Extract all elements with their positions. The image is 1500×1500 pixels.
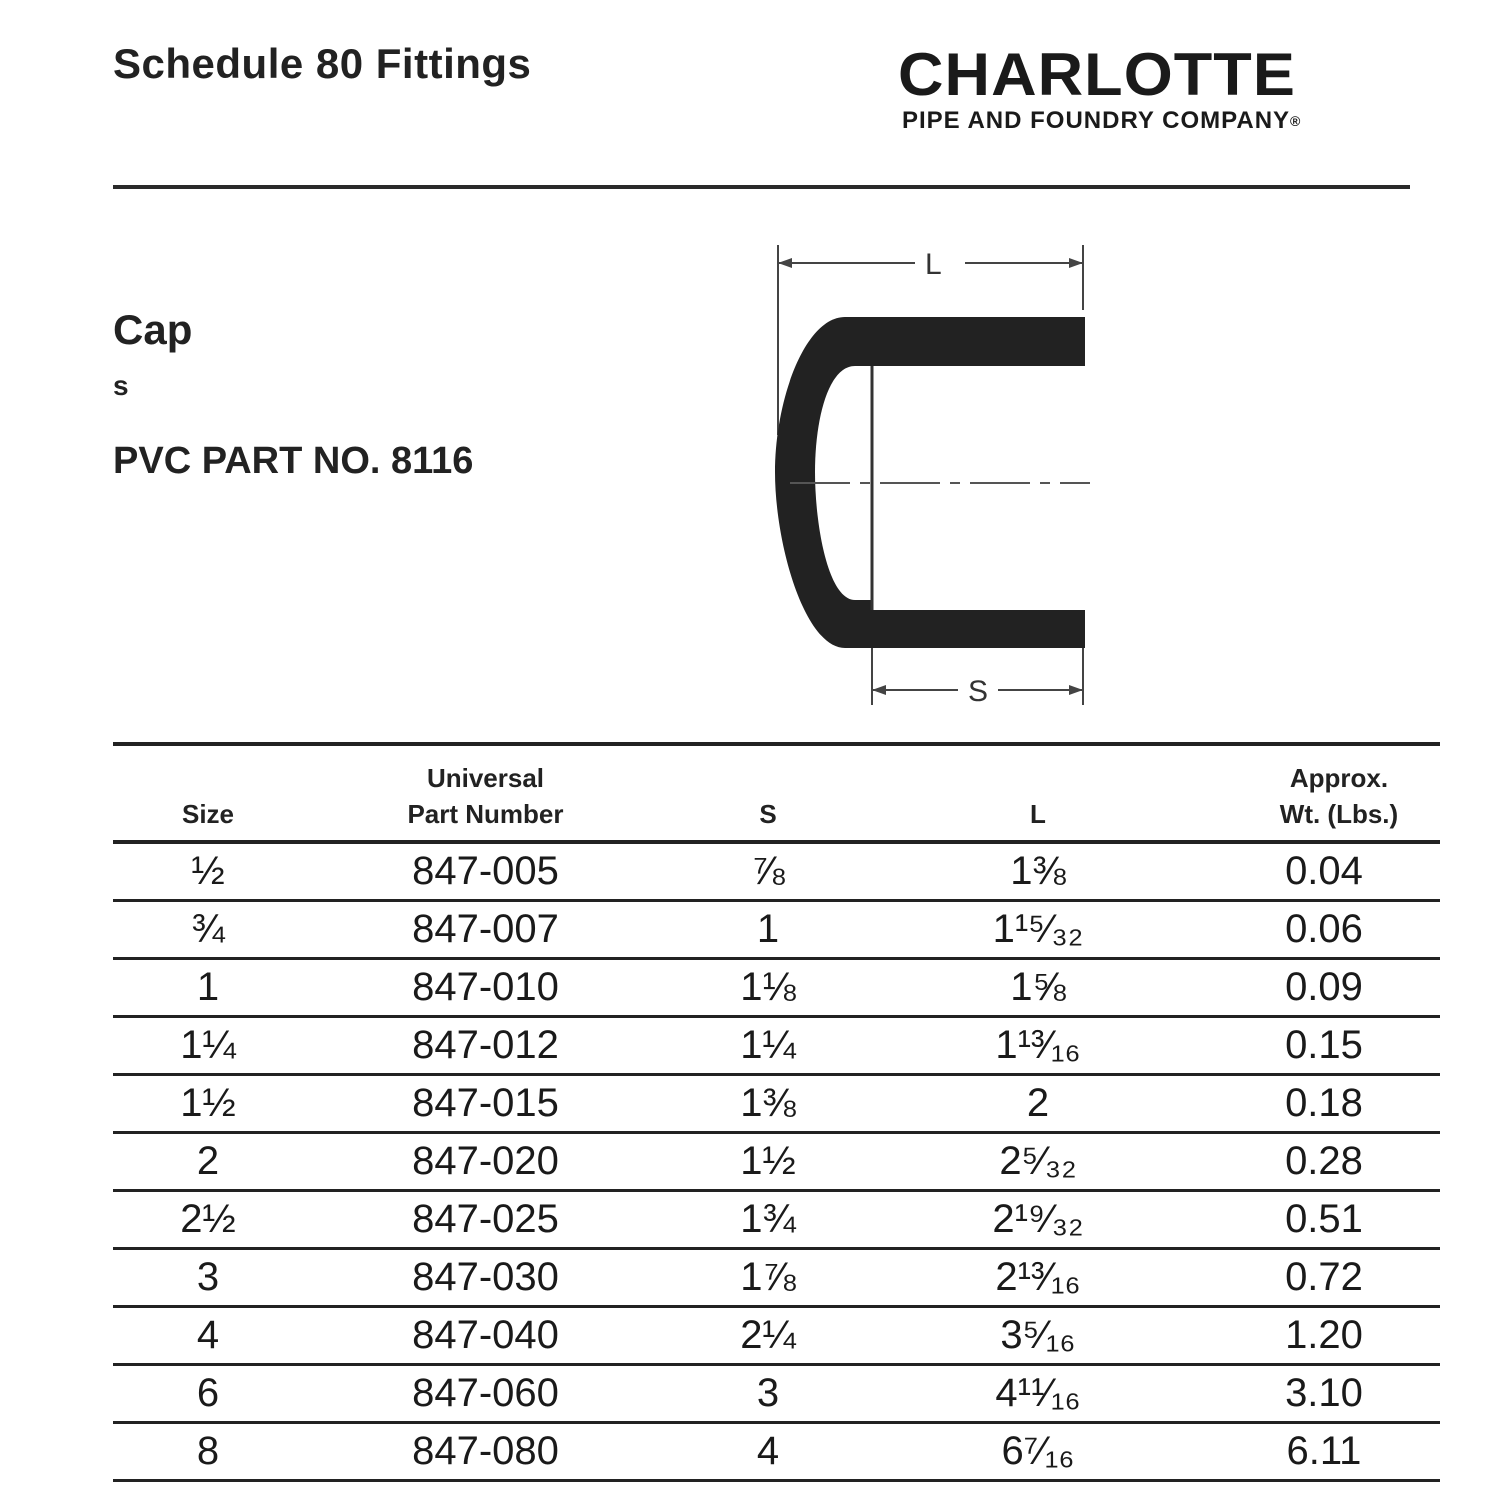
- header-part-number: [303, 744, 668, 842]
- cell-weight: 0.09: [1208, 959, 1440, 1017]
- cell-l: 1⅜: [868, 842, 1208, 901]
- table-row: [113, 1423, 1440, 1481]
- cell-weight: 0.72: [1208, 1249, 1440, 1307]
- cell-l: 1¹⁵⁄₃₂: [868, 901, 1208, 959]
- cell-s: 4: [668, 1423, 868, 1481]
- dimensions-table: [113, 742, 1440, 1482]
- header-part-line1: Universal: [426, 763, 545, 793]
- header-size: Size: [181, 799, 235, 829]
- header-s: S: [759, 799, 777, 829]
- cell-s: 1⅜: [668, 1075, 868, 1133]
- cell-s: 1: [668, 901, 868, 959]
- cell-weight: 0.51: [1208, 1191, 1440, 1249]
- cell-s: 1⅞: [668, 1249, 868, 1307]
- cell-size: ¾: [113, 901, 303, 959]
- cell-part-number: 847-015: [303, 1075, 668, 1133]
- cell-l: 2: [868, 1075, 1208, 1133]
- cell-part-number: 847-060: [303, 1365, 668, 1423]
- cell-l: 4¹¹⁄₁₆: [868, 1365, 1208, 1423]
- registered-mark: ®: [1290, 113, 1302, 129]
- s-dimension-label: S: [968, 675, 989, 708]
- cell-weight: 3.10: [1208, 1365, 1440, 1423]
- table-row: [113, 1365, 1440, 1423]
- cell-weight: 1.20: [1208, 1307, 1440, 1365]
- cap-diagram: [760, 235, 1110, 715]
- cell-part-number: 847-005: [303, 842, 668, 901]
- s-arrow-left: [872, 685, 886, 695]
- cell-part-number: 847-007: [303, 901, 668, 959]
- cell-size: 8: [113, 1423, 303, 1481]
- header-weight-line1: Approx.: [1289, 763, 1389, 793]
- cell-part-number: 847-040: [303, 1307, 668, 1365]
- cell-weight: 0.18: [1208, 1075, 1440, 1133]
- header-weight-line2: Wt. (Lbs.): [1279, 799, 1399, 829]
- table-body: [113, 842, 1440, 1481]
- l-arrow-left: [778, 258, 792, 268]
- s-arrow-right: [1069, 685, 1083, 695]
- cell-l: 2¹³⁄₁₆: [868, 1249, 1208, 1307]
- table-row: [113, 1307, 1440, 1365]
- cell-weight: 6.11: [1208, 1423, 1440, 1481]
- cell-l: 6⁷⁄₁₆: [868, 1423, 1208, 1481]
- cell-s: 1¼: [668, 1017, 868, 1075]
- cell-l: 1⅝: [868, 959, 1208, 1017]
- cell-size: 1¼: [113, 1017, 303, 1075]
- cell-size: ½: [113, 842, 303, 901]
- cell-weight: 0.04: [1208, 842, 1440, 901]
- table-row: [113, 1249, 1440, 1307]
- l-arrow-right: [1069, 258, 1083, 268]
- table-row: [113, 842, 1440, 901]
- cell-s: 1½: [668, 1133, 868, 1191]
- logo-subtitle-text: PIPE AND FOUNDRY COMPANY: [902, 107, 1291, 134]
- cell-s: 1¾: [668, 1191, 868, 1249]
- cell-part-number: 847-025: [303, 1191, 668, 1249]
- cell-l: 2⁵⁄₃₂: [868, 1133, 1208, 1191]
- cell-weight: 0.06: [1208, 901, 1440, 959]
- cell-l: 1¹³⁄₁₆: [868, 1017, 1208, 1075]
- logo-name: CHARLOTTE: [898, 41, 1296, 108]
- cell-size: 1: [113, 959, 303, 1017]
- header-weight: [1208, 744, 1440, 842]
- cell-weight: 0.15: [1208, 1017, 1440, 1075]
- cell-size: 1½: [113, 1075, 303, 1133]
- cell-part-number: 847-030: [303, 1249, 668, 1307]
- product-part-number: PVC PART NO. 8116: [113, 440, 474, 482]
- header-divider: [113, 185, 1410, 189]
- cell-part-number: 847-020: [303, 1133, 668, 1191]
- table-row: [113, 959, 1440, 1017]
- cell-part-number: 847-080: [303, 1423, 668, 1481]
- table-row: [113, 1133, 1440, 1191]
- dimensions-table-container: [113, 742, 1410, 1482]
- cell-size: 3: [113, 1249, 303, 1307]
- table-row: [113, 1017, 1440, 1075]
- logo-subtitle: [902, 106, 1410, 136]
- cell-s: ⅞: [668, 842, 868, 901]
- l-dimension-label: L: [925, 248, 942, 281]
- cell-l: 3⁵⁄₁₆: [868, 1307, 1208, 1365]
- cell-size: 2: [113, 1133, 303, 1191]
- cell-part-number: 847-010: [303, 959, 668, 1017]
- cell-l: 2¹⁹⁄₃₂: [868, 1191, 1208, 1249]
- cell-size: 4: [113, 1307, 303, 1365]
- product-name: Cap: [113, 306, 193, 353]
- table-row: [113, 1075, 1440, 1133]
- cell-size: 6: [113, 1365, 303, 1423]
- table-row: [113, 1191, 1440, 1249]
- charlotte-logo: [898, 41, 1410, 136]
- cell-size: 2½: [113, 1191, 303, 1249]
- cell-weight: 0.28: [1208, 1133, 1440, 1191]
- table-row: [113, 901, 1440, 959]
- header-l: L: [1030, 799, 1046, 829]
- header-part-line2: Part Number: [407, 799, 564, 829]
- table-header-row: [113, 744, 1440, 842]
- cell-s: 3: [668, 1365, 868, 1423]
- cell-part-number: 847-012: [303, 1017, 668, 1075]
- product-dimension-label: s: [113, 370, 129, 401]
- page-title: Schedule 80 Fittings: [113, 40, 532, 87]
- cell-s: 1⅛: [668, 959, 868, 1017]
- cell-s: 2¼: [668, 1307, 868, 1365]
